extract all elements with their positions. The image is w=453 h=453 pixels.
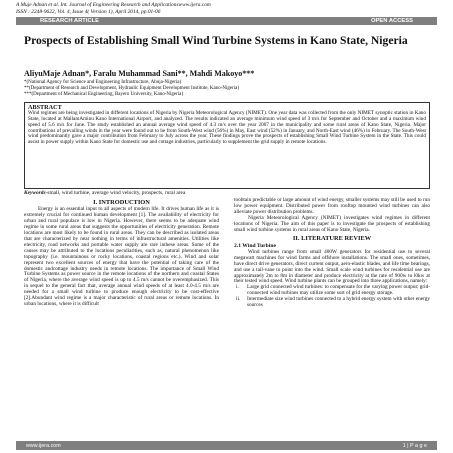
introduction-heading: I. INTRODUCTION (93, 199, 150, 206)
paper-title: Prospects of Establishing Small Wind Turbine Systems in Kano State, Nigeria (24, 34, 408, 47)
abstract-heading: ABSTRACT (28, 104, 62, 111)
article-type-label: RESEARCH ARTICLE (40, 18, 100, 24)
abstract-box (24, 102, 430, 189)
list-item (236, 297, 430, 309)
article-type-bar (16, 17, 437, 25)
list-marker: i. (236, 284, 239, 291)
journal-citation-line1: A Muje Adnan et al. Int. Journal of Engineering Research and Applicationswww.ijera.com (16, 2, 211, 8)
affiliation-2: **(Department of Research and Development, Hydraulic Equipment Development Institute, Kano-Nigeria) (24, 86, 240, 92)
journal-citation-line2: ISSN : 2248-9622, Vol. 4, Issue 4( Version 1), April 2014, pp.01-06 (16, 9, 161, 15)
introduction-paragraph: Energy is an essential input to all aspects of modern life. It drives human life as it is extremely crucial for continued human development [1]. The availability of electricity for urban and rural populace is low in Nigeria. However, there seems to be adequate wind regime in some rural areas that suggests the opportunities of electricity generation. Remote locations are most likely to be found in rural areas. They can be described as isolated areas that are characterized by near nothing in terms of infrastructural amenities. Utilities like electricity, road networks and portable water supply are rare inthese areas. Some of the causes may be attributed to the locations peculiarities, such as, natural phenomenon like topography (i.e. mountainous or rocky locations, coastal regions etc.). Wind and solar represent two excellent sources of energy that have the potential of taking care of the domestic andcottage industry needs in remote locations. The importance of Small Wind Turbine Systems as power source in the remote locations of the northern and coastal States of Nigeria, where the average wind speed is up to 4.5 m/s cannot be overemphasized. This in sequel to the general fact that, average annual wind speeds of at least 4.0-4.5 m/s are needed for a small wind turbine to produce enough electricity to be cost-effective [2].Abundant wind regime is a major characteristic of rural areas or remote locations. In urban locations, where it is difficult (24, 206, 219, 308)
open-access-label: OPEN ACCESS (371, 18, 413, 24)
list-item-text: Large grid connected wind turbines: to compensate for the varying power output; grid-connected wind turbines may utilize some sort of grid energy storage. (247, 284, 430, 297)
affiliations (24, 80, 239, 99)
keywords-text: -small, wind turbine, average wind velocity, prospects, rural area (45, 190, 186, 196)
author-list: AliyuMaje Adnan*, Faralu Muhammad Sani**, Mahdi Makoyo*** (24, 69, 255, 78)
affiliation-1: *(National Agency for Science and Engineering Infrastructure, Abuja-Nigeria) (24, 80, 182, 85)
wind-turbine-subheading: 2.1 Wind Turbine (234, 242, 276, 249)
affiliation-3: ***(Department of Mechanical Engineering, Bayero University, Kano-Nigeria) (24, 92, 184, 98)
abstract-text: Wind regimes are being investigated in different locations of Nigeria by Nigeria Meteorological Agency (NIMET). One year data was collected from the only NIMET synoptic station in Kano State, located at MallamAminu Kano International Airport, and analyzed. The results indicated an average minimum wind speed of 3 m/s for September and October and a maximum wind speed of 5.6 m/s for June. The study established an annual average wind speed of 4.3 m/s over the year 2007 in the municipality and some rural areas of Kano State, Nigeria. Major contributions of prevailing winds in the year were found out to be from South-West wind (56%) in May, East wind (52%) in January, and North-East wind (46%) in February. The South-West wind predominantly gave a major contribution from February to July across the year. These findings prove the prospects of establishing Small Wind Turbine System in the State. This could assist in power supply within Kano State for domestic use and cottage industries, particularly to supplement the grid supply in remote locations. (28, 110, 426, 146)
keywords-label: Keywords (24, 190, 46, 196)
list-marker: ii. (236, 296, 241, 303)
footer-bar (16, 441, 437, 450)
keywords-line (24, 190, 430, 196)
left-column (24, 198, 219, 308)
introduction-paragraph-2: Nigeria Meteorological Agency (NIMET) investigates wind regimes in different locations of Nigeria. The aim of this paper is to investigate the prospects of establishing small wind turbine systems in rural areas of Kano State, Nigeria. (234, 214, 430, 233)
literature-paragraph: Wind turbines range from small 400W generators for residential use to several megawatt machines for wind farms and offshore installations. The small ones, sometimes, have direct drive generators, direct current output, aero-elastic blades, and life time bearings, and use a tail-vane to point into the wind. Small scale wind turbines for residential use are approximately 2m to 8m in diameter and produce electricity at the rate of 900w to l0kw at their tested wind speed. Wind turbine plants can be grouped into three applications, namely: (234, 248, 430, 285)
journal-citation (16, 2, 436, 16)
footer-page-number: 1 | P a g e (402, 442, 427, 449)
introduction-continuation: toobtain predictable or large amount of wind energy, smaller systems may still be used to run low power equipment. Distributed power from rooftop mounted wind turbines can also alleviate power distribution problems. (234, 197, 430, 215)
application-list (234, 285, 430, 309)
footer-site-link[interactable]: www.ijera.com (26, 442, 61, 449)
list-item-text: Intermediate size wind turbines connected to a hybrid energy system with other energy sources (247, 296, 430, 309)
literature-review-heading: II. LITERATURE REVIEW (292, 234, 372, 242)
right-column (234, 198, 430, 309)
